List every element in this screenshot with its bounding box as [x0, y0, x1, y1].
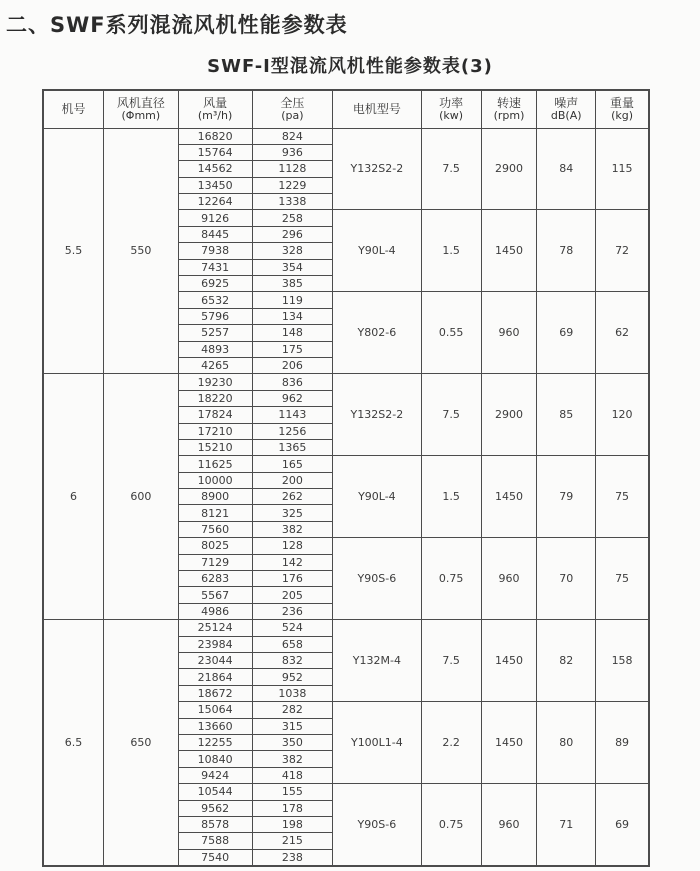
cell-total-pressure: 119	[252, 292, 333, 308]
cell-air-volume: 15064	[178, 702, 252, 718]
cell-air-volume: 4893	[178, 341, 252, 357]
table-title: SWF-I型混流风机性能参数表(3)	[207, 56, 493, 77]
cell-total-pressure: 205	[252, 587, 333, 603]
cell-noise: 69	[537, 292, 596, 374]
cell-total-pressure: 236	[252, 603, 333, 619]
cell-total-pressure: 238	[252, 849, 333, 865]
cell-speed: 960	[481, 538, 537, 620]
cell-motor-model: Y90L-4	[333, 210, 421, 292]
cell-noise: 80	[537, 702, 596, 784]
cell-air-volume: 5796	[178, 308, 252, 324]
cell-total-pressure: 418	[252, 767, 333, 783]
cell-weight: 62	[596, 292, 649, 374]
cell-power: 0.75	[421, 784, 481, 866]
cell-air-volume: 10544	[178, 784, 252, 800]
cell-fan-diameter: 600	[104, 374, 179, 620]
cell-noise: 85	[537, 374, 596, 456]
cell-weight: 120	[596, 374, 649, 456]
column-header-power	[421, 90, 481, 128]
column-header-weight	[596, 90, 649, 128]
cell-weight: 72	[596, 210, 649, 292]
cell-weight: 75	[596, 456, 649, 538]
cell-total-pressure: 165	[252, 456, 333, 472]
cell-total-pressure: 524	[252, 620, 333, 636]
cell-weight: 158	[596, 620, 649, 702]
cell-air-volume: 4265	[178, 357, 252, 373]
column-label: 电机型号	[352, 102, 401, 117]
cell-noise: 78	[537, 210, 596, 292]
cell-air-volume: 7540	[178, 849, 252, 865]
page-title: 二、SWF系列混流风机性能参数表	[6, 13, 348, 37]
cell-total-pressure: 155	[252, 784, 333, 800]
cell-speed: 2900	[481, 128, 537, 210]
cell-total-pressure: 215	[252, 833, 333, 849]
cell-total-pressure: 148	[252, 325, 333, 341]
cell-air-volume: 18672	[178, 685, 252, 701]
cell-fan-model: 5.5	[43, 128, 104, 374]
cell-air-volume: 7431	[178, 259, 252, 275]
cell-air-volume: 11625	[178, 456, 252, 472]
cell-air-volume: 7129	[178, 554, 252, 570]
cell-total-pressure: 836	[252, 374, 333, 390]
cell-power: 0.75	[421, 538, 481, 620]
cell-total-pressure: 142	[252, 554, 333, 570]
cell-total-pressure: 328	[252, 243, 333, 259]
column-header-total-pressure	[252, 90, 333, 128]
cell-power: 1.5	[421, 210, 481, 292]
performance-table	[42, 89, 650, 867]
cell-speed: 1450	[481, 620, 537, 702]
cell-total-pressure: 952	[252, 669, 333, 685]
column-label: 机号	[61, 102, 86, 117]
column-header-diameter	[104, 90, 179, 128]
cell-total-pressure: 1229	[252, 177, 333, 193]
cell-air-volume: 17824	[178, 407, 252, 423]
cell-noise: 84	[537, 128, 596, 210]
column-label: 转速	[496, 96, 521, 110]
cell-air-volume: 23044	[178, 653, 252, 669]
column-unit: (m³/h)	[197, 109, 233, 123]
cell-total-pressure: 1143	[252, 407, 333, 423]
column-label: 全压	[280, 96, 305, 110]
cell-air-volume: 16820	[178, 128, 252, 144]
cell-air-volume: 13660	[178, 718, 252, 734]
cell-speed: 2900	[481, 374, 537, 456]
column-label: 功率	[439, 96, 464, 110]
table-row	[43, 128, 649, 144]
cell-air-volume: 15764	[178, 144, 252, 160]
cell-speed: 1450	[481, 456, 537, 538]
cell-total-pressure: 382	[252, 521, 333, 537]
cell-noise: 70	[537, 538, 596, 620]
cell-total-pressure: 258	[252, 210, 333, 226]
column-label: 风量	[203, 96, 228, 110]
cell-air-volume: 14562	[178, 161, 252, 177]
column-label: 重量	[610, 96, 635, 110]
cell-noise: 79	[537, 456, 596, 538]
cell-air-volume: 12264	[178, 194, 252, 210]
cell-air-volume: 9424	[178, 767, 252, 783]
cell-total-pressure: 176	[252, 571, 333, 587]
cell-motor-model: Y90S-6	[333, 784, 421, 866]
cell-total-pressure: 178	[252, 800, 333, 816]
cell-power: 7.5	[421, 374, 481, 456]
cell-fan-model: 6.5	[43, 620, 104, 866]
cell-total-pressure: 315	[252, 718, 333, 734]
column-label: 风机直径	[116, 96, 165, 110]
column-unit: (kg)	[611, 109, 634, 123]
column-unit: (pa)	[281, 109, 304, 123]
cell-speed: 960	[481, 784, 537, 866]
cell-air-volume: 6283	[178, 571, 252, 587]
cell-total-pressure: 385	[252, 276, 333, 292]
cell-air-volume: 18220	[178, 390, 252, 406]
cell-total-pressure: 206	[252, 357, 333, 373]
cell-total-pressure: 1038	[252, 685, 333, 701]
cell-total-pressure: 296	[252, 226, 333, 242]
cell-total-pressure: 824	[252, 128, 333, 144]
cell-weight: 115	[596, 128, 649, 210]
cell-air-volume: 8025	[178, 538, 252, 554]
cell-weight: 89	[596, 702, 649, 784]
cell-air-volume: 9126	[178, 210, 252, 226]
header-row	[43, 90, 649, 128]
cell-air-volume: 7938	[178, 243, 252, 259]
column-unit: dB(A)	[550, 109, 582, 123]
cell-noise: 71	[537, 784, 596, 866]
cell-air-volume: 21864	[178, 669, 252, 685]
cell-air-volume: 7560	[178, 521, 252, 537]
column-unit: (rpm)	[493, 109, 525, 123]
cell-total-pressure: 832	[252, 653, 333, 669]
cell-total-pressure: 1256	[252, 423, 333, 439]
cell-motor-model: Y132M-4	[333, 620, 421, 702]
cell-motor-model: Y90S-6	[333, 538, 421, 620]
cell-air-volume: 10000	[178, 472, 252, 488]
cell-air-volume: 12255	[178, 734, 252, 750]
table-body	[43, 128, 649, 866]
cell-power: 7.5	[421, 128, 481, 210]
column-header-motor-model	[333, 90, 421, 128]
cell-total-pressure: 128	[252, 538, 333, 554]
cell-air-volume: 13450	[178, 177, 252, 193]
cell-power: 7.5	[421, 620, 481, 702]
cell-air-volume: 8445	[178, 226, 252, 242]
cell-air-volume: 8121	[178, 505, 252, 521]
cell-weight: 75	[596, 538, 649, 620]
cell-speed: 1450	[481, 702, 537, 784]
cell-air-volume: 5567	[178, 587, 252, 603]
cell-air-volume: 8578	[178, 816, 252, 832]
cell-total-pressure: 658	[252, 636, 333, 652]
cell-motor-model: Y132S2-2	[333, 128, 421, 210]
column-header-air-volume	[178, 90, 252, 128]
cell-total-pressure: 198	[252, 816, 333, 832]
cell-weight: 69	[596, 784, 649, 866]
table-header	[43, 90, 649, 128]
cell-power: 2.2	[421, 702, 481, 784]
cell-total-pressure: 1338	[252, 194, 333, 210]
cell-total-pressure: 382	[252, 751, 333, 767]
cell-air-volume: 6925	[178, 276, 252, 292]
cell-air-volume: 10840	[178, 751, 252, 767]
table-row	[43, 374, 649, 390]
column-header-noise	[537, 90, 596, 128]
cell-total-pressure: 200	[252, 472, 333, 488]
cell-total-pressure: 1128	[252, 161, 333, 177]
cell-total-pressure: 962	[252, 390, 333, 406]
cell-air-volume: 23984	[178, 636, 252, 652]
cell-air-volume: 25124	[178, 620, 252, 636]
cell-total-pressure: 936	[252, 144, 333, 160]
cell-total-pressure: 282	[252, 702, 333, 718]
cell-air-volume: 19230	[178, 374, 252, 390]
cell-total-pressure: 325	[252, 505, 333, 521]
cell-air-volume: 7588	[178, 833, 252, 849]
cell-motor-model: Y90L-4	[333, 456, 421, 538]
cell-motor-model: Y802-6	[333, 292, 421, 374]
cell-speed: 960	[481, 292, 537, 374]
cell-total-pressure: 134	[252, 308, 333, 324]
cell-speed: 1450	[481, 210, 537, 292]
cell-fan-diameter: 650	[104, 620, 179, 866]
cell-air-volume: 6532	[178, 292, 252, 308]
cell-air-volume: 15210	[178, 439, 252, 455]
cell-motor-model: Y132S2-2	[333, 374, 421, 456]
cell-noise: 82	[537, 620, 596, 702]
column-header-speed	[481, 90, 537, 128]
cell-air-volume: 9562	[178, 800, 252, 816]
column-unit: (Φmm)	[121, 109, 161, 123]
cell-total-pressure: 262	[252, 489, 333, 505]
cell-total-pressure: 1365	[252, 439, 333, 455]
cell-air-volume: 5257	[178, 325, 252, 341]
table-row	[43, 620, 649, 636]
column-unit: (kw)	[439, 109, 464, 123]
column-label: 噪声	[554, 96, 579, 110]
cell-motor-model: Y100L1-4	[333, 702, 421, 784]
cell-air-volume: 17210	[178, 423, 252, 439]
cell-total-pressure: 175	[252, 341, 333, 357]
cell-fan-model: 6	[43, 374, 104, 620]
cell-total-pressure: 354	[252, 259, 333, 275]
cell-power: 1.5	[421, 456, 481, 538]
cell-air-volume: 4986	[178, 603, 252, 619]
cell-total-pressure: 350	[252, 734, 333, 750]
column-header-fan-model	[43, 90, 104, 128]
cell-fan-diameter: 550	[104, 128, 179, 374]
cell-air-volume: 8900	[178, 489, 252, 505]
cell-power: 0.55	[421, 292, 481, 374]
